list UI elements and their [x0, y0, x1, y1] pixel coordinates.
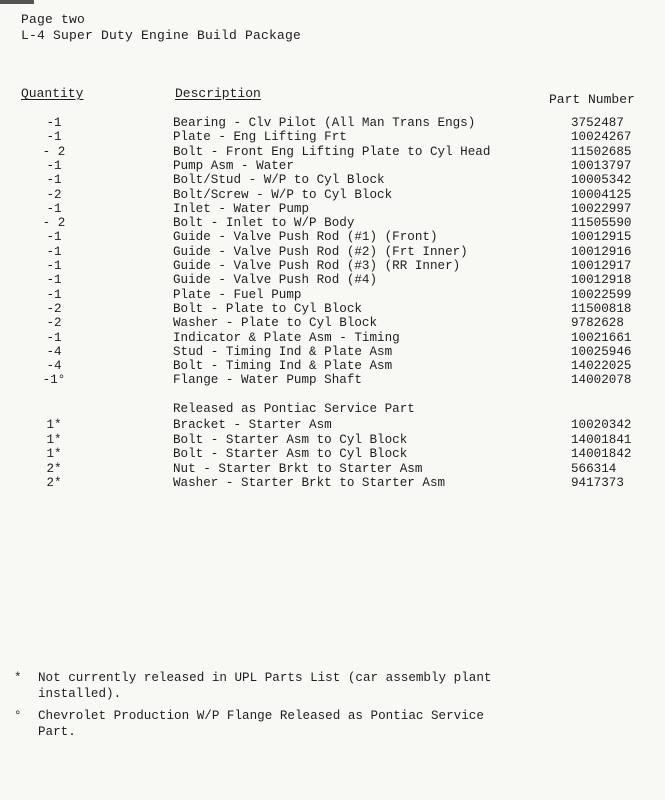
description-cell: Pump Asm - Water: [173, 158, 294, 173]
page-number: Page two: [21, 12, 86, 27]
quantity-cell: -1: [46, 273, 62, 288]
table-row: [0, 476, 665, 491]
part-number-cell: 14001841: [571, 432, 632, 447]
quantity-cell: -1: [46, 244, 62, 259]
table-row: [0, 345, 665, 360]
part-number-column-header: Part Number: [549, 92, 635, 107]
table-row: [0, 418, 665, 433]
part-number-cell: 14001842: [571, 447, 632, 461]
quantity-cell: 2*: [46, 461, 62, 476]
part-number-cell: 566314: [571, 461, 617, 476]
description-cell: Bolt - Front Eng Lifting Plate to Cyl Head: [173, 144, 491, 159]
quantity-cell: -1: [46, 201, 62, 216]
quantity-cell: -1: [46, 173, 62, 188]
table-row: [0, 159, 665, 174]
description-cell: Flange - Water Pump Shaft: [173, 373, 362, 388]
quantity-cell: -1: [46, 158, 62, 173]
table-row: [0, 173, 665, 188]
part-number-cell: 10012915: [571, 230, 632, 245]
part-number-cell: 10012918: [571, 273, 632, 288]
quantity-cell: -2: [46, 316, 62, 331]
description-cell: Indicator & Plate Asm - Timing: [173, 330, 400, 345]
part-number-cell: 14002078: [571, 373, 632, 388]
table-row: [0, 259, 665, 274]
quantity-cell: 1*: [46, 447, 62, 461]
part-number-cell: 11505590: [571, 216, 632, 231]
description-cell: Guide - Valve Push Rod (#4): [173, 273, 378, 288]
part-number-cell: 10022599: [571, 287, 632, 302]
quantity-cell: -1: [46, 330, 62, 345]
table-row: [0, 316, 665, 331]
part-number-cell: 10022997: [571, 201, 632, 216]
table-row: [0, 288, 665, 303]
part-number-cell: 11500818: [571, 301, 632, 316]
quantity-cell: 1*: [46, 418, 62, 432]
table-row: [0, 188, 665, 203]
description-cell: Nut - Starter Brkt to Starter Asm: [173, 461, 423, 476]
part-number-cell: 10004125: [571, 187, 632, 202]
description-cell: Bolt - Inlet to W/P Body: [173, 216, 355, 231]
table-row: [0, 462, 665, 477]
description-cell: Inlet - Water Pump: [173, 201, 310, 216]
description-cell: Bolt/Stud - W/P to Cyl Block: [173, 173, 385, 188]
service-part-section-label: Released as Pontiac Service Part: [173, 402, 415, 416]
part-number-cell: 10020342: [571, 418, 632, 432]
table-row: [0, 331, 665, 346]
description-column-header: Description: [175, 86, 261, 101]
part-number-cell: 9417373: [571, 476, 624, 490]
description-cell: Bolt - Timing Ind & Plate Asm: [173, 359, 393, 374]
description-cell: Guide - Valve Push Rod (#3) (RR Inner): [173, 259, 461, 273]
quantity-cell: -4: [46, 359, 62, 374]
table-row: [0, 130, 665, 145]
part-number-cell: 9782628: [571, 316, 624, 331]
part-number-cell: 11502685: [571, 144, 632, 159]
quantity-column-header: Quantity: [21, 86, 84, 101]
part-number-cell: 10012916: [571, 244, 632, 259]
table-row: [0, 230, 665, 245]
description-cell: Plate - Fuel Pump: [173, 287, 302, 302]
table-row: [0, 202, 665, 217]
footnote-text: Chevrolet Production W/P Flange Released as Pontiac Service Part.: [38, 709, 484, 739]
description-cell: Plate - Eng Lifting Frt: [173, 130, 347, 145]
table-row: [0, 245, 665, 260]
table-row: [0, 145, 665, 160]
table-row: [0, 433, 665, 448]
table-row: [0, 273, 665, 288]
description-cell: Bolt - Plate to Cyl Block: [173, 301, 362, 316]
table-row: [0, 302, 665, 317]
quantity-cell: 1*: [46, 432, 62, 447]
quantity-cell: - 2: [42, 144, 66, 159]
table-row: [0, 116, 665, 131]
document-title: L-4 Super Duty Engine Build Package: [21, 28, 302, 43]
part-number-cell: 10024267: [571, 130, 632, 145]
scan-edge-mark: [0, 0, 34, 4]
table-row: [0, 373, 665, 388]
quantity-cell: -1: [46, 130, 62, 145]
quantity-cell: -4: [46, 344, 62, 359]
description-cell: Bolt/Screw - W/P to Cyl Block: [173, 187, 393, 202]
description-cell: Bearing - Clv Pilot (All Man Trans Engs): [173, 116, 476, 130]
footnote-text: Not currently released in UPL Parts List (car assembly plant installed).: [38, 671, 492, 701]
part-number-cell: 14022025: [571, 359, 632, 374]
description-cell: Guide - Valve Push Rod (#2) (Frt Inner): [173, 244, 468, 259]
quantity-cell: -1: [46, 230, 62, 245]
part-number-cell: 10012917: [571, 259, 632, 273]
quantity-cell: -2: [46, 187, 62, 202]
table-row: [0, 447, 665, 462]
part-number-cell: 10021661: [571, 330, 632, 345]
description-cell: Guide - Valve Push Rod (#1) (Front): [173, 230, 438, 245]
quantity-cell: -1: [46, 116, 62, 130]
quantity-cell: - 2: [42, 216, 66, 231]
description-cell: Washer - Starter Brkt to Starter Asm: [173, 476, 446, 490]
description-cell: Bolt - Starter Asm to Cyl Block: [173, 432, 408, 447]
description-cell: Bracket - Starter Asm: [173, 418, 332, 432]
part-number-cell: 10005342: [571, 173, 632, 188]
description-cell: Stud - Timing Ind & Plate Asm: [173, 344, 393, 359]
quantity-cell: -1: [46, 287, 62, 302]
table-row: [0, 216, 665, 231]
part-number-cell: 10025946: [571, 344, 632, 359]
part-number-cell: 3752487: [571, 116, 624, 130]
part-number-cell: 10013797: [571, 158, 632, 173]
footnote-symbol: °: [14, 709, 22, 723]
quantity-cell: -1°: [42, 373, 66, 388]
description-cell: Washer - Plate to Cyl Block: [173, 316, 378, 331]
quantity-cell: 2*: [46, 476, 62, 490]
description-cell: Bolt - Starter Asm to Cyl Block: [173, 447, 408, 461]
table-row: [0, 359, 665, 374]
quantity-cell: -2: [46, 301, 62, 316]
footnote-symbol: *: [14, 671, 22, 685]
quantity-cell: -1: [46, 259, 62, 273]
